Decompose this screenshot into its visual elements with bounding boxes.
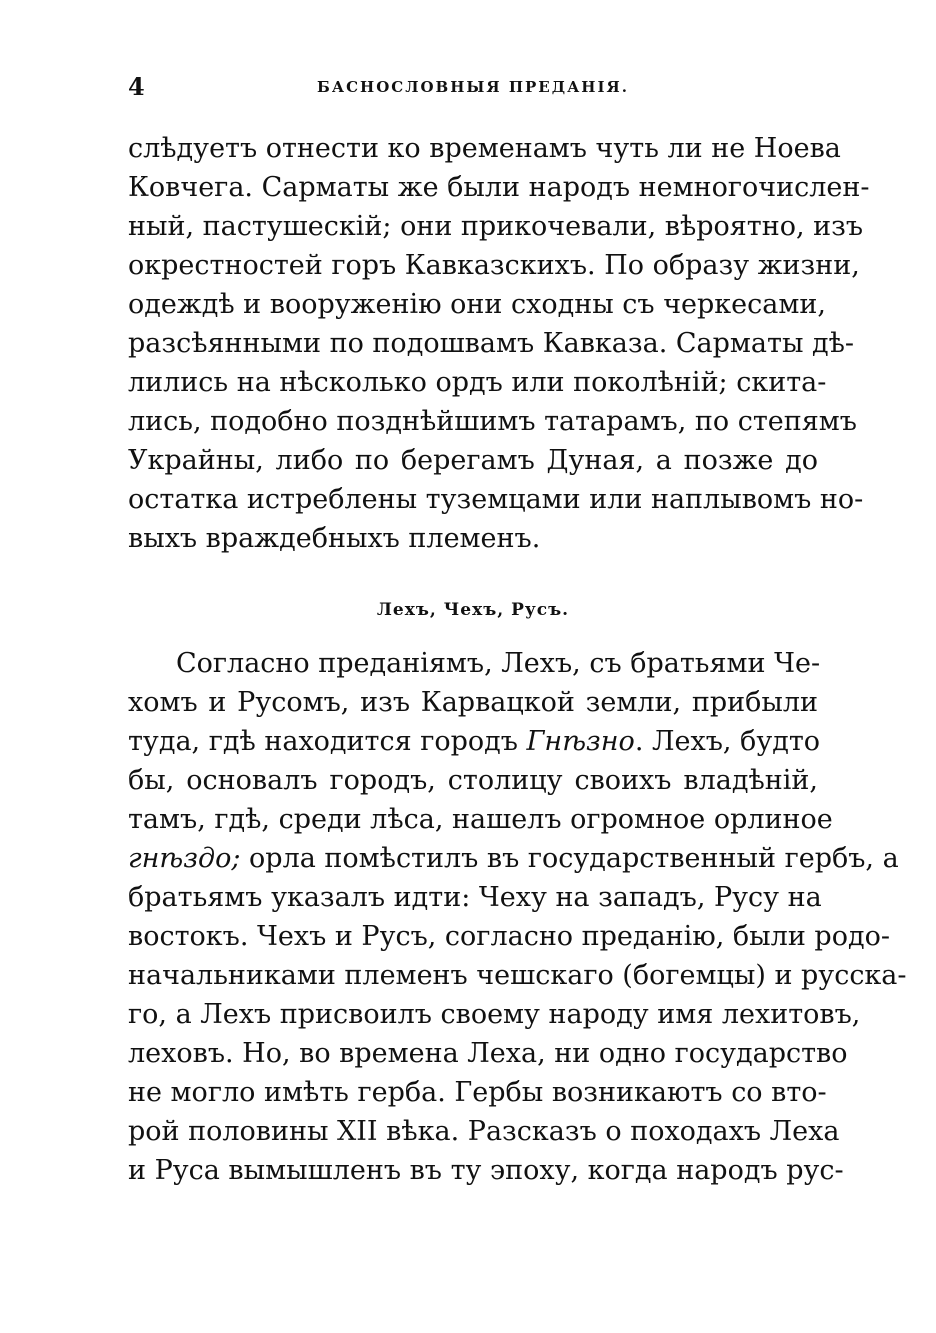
text-line: выхъ враждебныхъ племенъ. <box>128 523 541 554</box>
text-line: и Руса вымышленъ въ ту эпоху, когда народъ рус- <box>128 1155 844 1186</box>
text-line: леховъ. Но, во времена Леха, ни одно государство <box>128 1038 848 1069</box>
text-fragment: . Лехъ, будто <box>634 726 821 757</box>
text-fragment: туда, гдѣ находится городъ <box>128 726 527 757</box>
text-line: Согласно преданіямъ, Лехъ, съ братьями Че- <box>176 648 821 679</box>
text-fragment: орла помѣстилъ въ государственный гербъ, а <box>240 843 899 874</box>
text-line: лились на нѣсколько ордъ или поколѣній; скита- <box>128 367 827 398</box>
text-line: бы, основалъ городъ, столицу своихъ владѣній, <box>128 765 818 796</box>
text-line <box>128 840 899 878</box>
text-line: рой половины XII вѣка. Разсказъ о походахъ Леха <box>128 1116 840 1147</box>
running-title: БАСНОСЛОВНЫЯ ПРЕДАНІЯ. <box>317 78 629 96</box>
text-line: слѣдуетъ отнести ко временамъ чуть ли не Ноева <box>128 133 841 164</box>
text-line: востокъ. Чехъ и Русъ, согласно преданію, были родо- <box>128 921 890 952</box>
section-heading: Лехъ, Чехъ, Русъ. <box>376 600 570 620</box>
text-line: не могло имѣть герба. Гербы возникаютъ со вто- <box>128 1077 827 1108</box>
text-line: одеждѣ и вооруженію они сходны съ черкесами, <box>128 289 826 320</box>
text-line: остатка истреблены туземцами или наплывомъ но- <box>128 484 864 515</box>
text-line: го, а Лехъ присвоилъ своему народу имя лехитовъ, <box>128 999 861 1030</box>
text-line: начальниками племенъ чешскаго (богемцы) и русска- <box>128 960 907 991</box>
italic-place-name: Гнѣзно <box>526 726 635 757</box>
text-line: ный, пастушескій; они прикочевали, вѣроятно, изъ <box>128 211 864 242</box>
text-line: окрестностей горъ Кавказскихъ. По образу жизни, <box>128 250 860 281</box>
text-line: Украйны, либо по берегамъ Дуная, а позже до <box>128 445 818 476</box>
page-number: 4 <box>128 72 145 101</box>
text-line: разсѣянными по подошвамъ Кавказа. Сарматы дѣ- <box>128 328 855 359</box>
text-line: тамъ, гдѣ, среди лѣса, нашелъ огромное орлиное <box>128 804 833 835</box>
text-line: Ковчега. Сарматы же были народъ немногочислен- <box>128 172 870 203</box>
text-line <box>128 723 821 761</box>
text-line: братьямъ указалъ идти: Чеху на западъ, Русу на <box>128 882 822 913</box>
running-head <box>128 72 818 102</box>
text-line: лись, подобно позднѣйшимъ татарамъ, по степямъ <box>128 406 857 437</box>
text-line: хомъ и Русомъ, изъ Карвацкой земли, прибыли <box>128 687 818 718</box>
italic-word: гнѣздо; <box>128 843 241 874</box>
